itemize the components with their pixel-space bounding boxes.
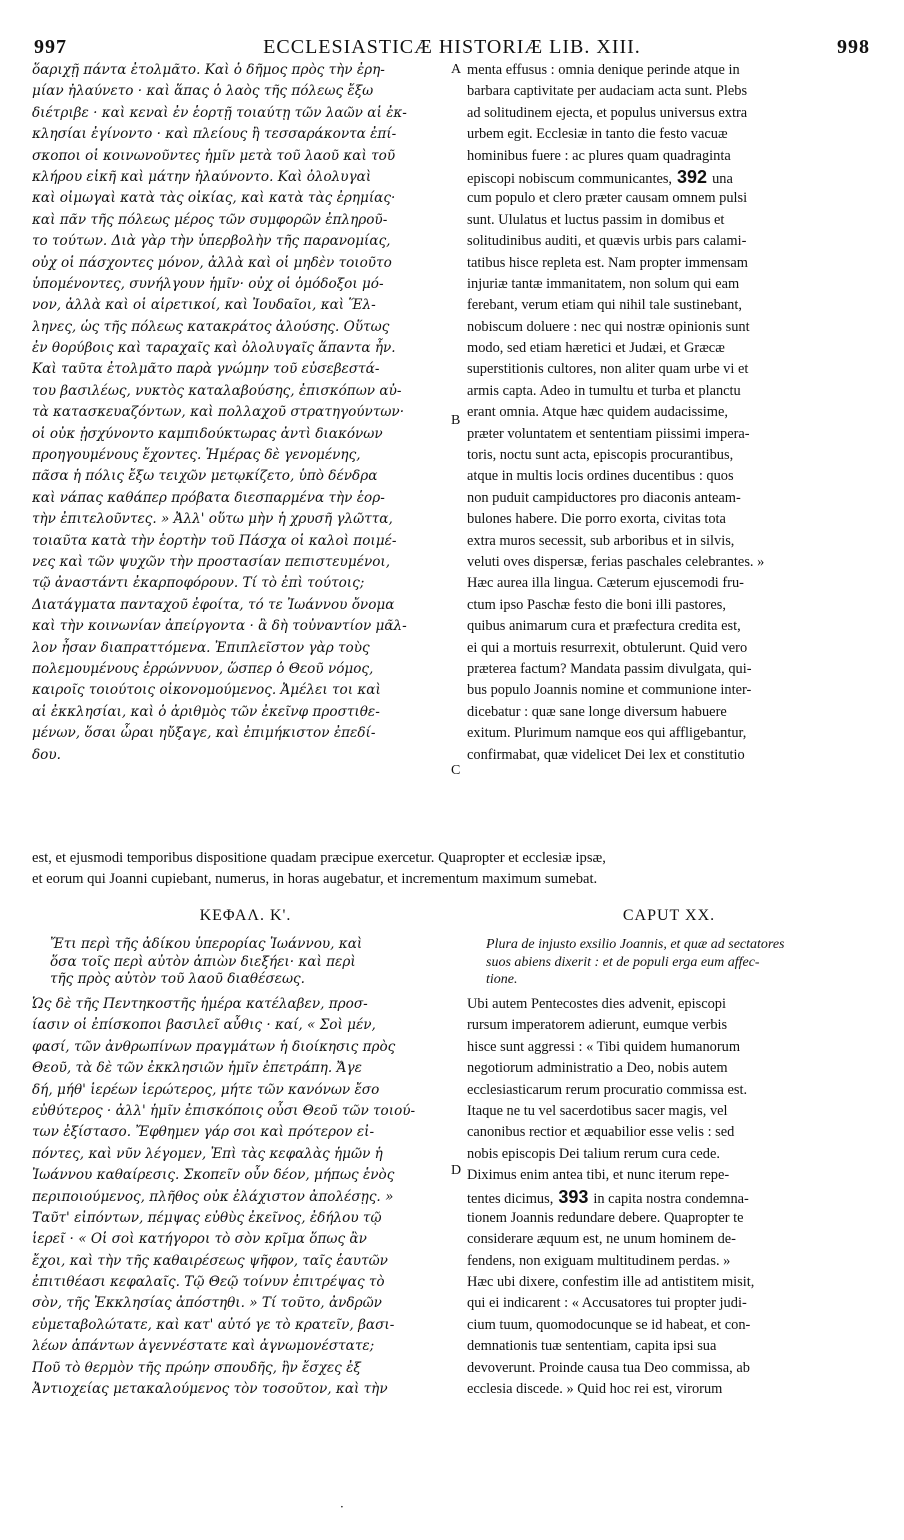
text-line: το τούτων. Διὰ γὰρ τὴν ὑπερβολὴν τῆς παρανομίας,: [32, 233, 391, 250]
text-line: ctum ipso Paschæ festo die boni illi pastores,: [467, 596, 727, 613]
margin-mark-d: D: [451, 1163, 462, 1178]
text-line: νον, ἀλλὰ καὶ οἱ αἱρετικοί, καὶ Ἰουδαῖοι, καὶ Ἕλ-: [32, 297, 376, 314]
latin-column-bottom: [467, 994, 871, 1400]
text-line: νες καὶ τῶν ψυχῶν τὴν προστασίαν πεπιστευμένοι,: [32, 553, 391, 570]
text-line: ferebant, verum etiam qui nihil tale sustinebant,: [467, 297, 742, 314]
text-line: ad solitudinem ejecta, et populus universus extra: [467, 104, 748, 121]
text-line: Hæc ubi dixere, confestim ille ad antistitem misit,: [467, 1274, 755, 1291]
page-number-left: 997: [34, 36, 67, 58]
text-line: Ἰωάννου καθαίρεσις. Σκοπεῖν οὖν δέον, μήπως ἑνὸς: [32, 1167, 395, 1184]
text-line: nobis episcopis Dei talium rerum cura cede.: [467, 1145, 720, 1162]
text-line: ίασιν οἱ ἐπίσκοποι βασιλεῖ αὖθις · καί, « Σοὶ μέν,: [32, 1017, 376, 1034]
text-line: των ἐξίστασο. Ἔφθημεν γάρ σοι καὶ πρότερον εἰ-: [32, 1124, 375, 1141]
summary-line: ὅσα τοῖς περὶ αὐτὸν ἀπιὼν διεξήει· καὶ περὶ: [50, 953, 356, 970]
text-line: demnationis tuæ sententiam, capita ipsi sua: [467, 1338, 717, 1355]
text-line: μίαν ἠλαύνετο · καὶ ἅπας ὁ λαὸς τῆς πόλεως ἔξω: [32, 83, 374, 100]
chapter-summary-latin: [486, 936, 871, 989]
text-line: erant omnia. Atque hæc quidem audacissime,: [467, 404, 728, 421]
text-line: ἱερεῖ · « Οἱ σοὶ κατήγοροι τὸ σὸν κρῖμα ὅπως ἂν: [32, 1231, 367, 1248]
text-line: ληνες, ὡς τῆς πόλεως κατακράτος ἁλούσης. Οὕτως: [32, 318, 390, 335]
text-line: Itaque ne tu vel sacerdotibus sacer magis, vel: [467, 1102, 728, 1119]
text-line: κλήρου εἰκῆ καὶ μάτην ἠλαύνοντο. Καὶ ὀλολυγαὶ: [32, 168, 372, 185]
latin-full-width-text: [32, 848, 872, 891]
text-line: barbara captivitate per audaciam acta sunt. Plebs: [467, 83, 748, 100]
text-line: οὐχ οἱ πάσχοντες μόνον, ἀλλὰ καὶ οἱ μηδὲν τοιοῦτο: [32, 254, 392, 271]
text-line: ecclesia discede. » Quid hoc rei est, virorum: [467, 1381, 723, 1398]
text-line: bulones habere. Die porro exorta, civitas tota: [467, 511, 726, 528]
text-line: veluti oves dispersæ, ferias paschales celebrantes. »: [467, 553, 765, 570]
text-line: Καὶ ταῦτα ἐτολμᾶτο παρὰ γνώμην τοῦ εὐσεβεστά-: [32, 361, 380, 378]
summary-line: Ἔτι περὶ τῆς ἀδίκου ὑπερορίας Ἰωάννου, καὶ: [50, 936, 363, 952]
running-title: ECCLESIASTICÆ HISTORIÆ LIB. XIII.: [263, 36, 641, 58]
text-line: ἐν θορύβοις καὶ ταραχαῖς καὶ ὀλολυγαῖς ἅπαντα ἦν.: [32, 340, 396, 357]
text-line: προηγουμένους ἔχοντες. Ἡμέρας δὲ γενομένης,: [32, 447, 361, 464]
summary-line: suos abiens dixerit : et de populi erga eum affec-: [486, 954, 760, 970]
text-line: τὴν ἐπιτελοῦντες. » Ἀλλ' οὕτω μὴν ἡ χρυσῆ γλῶττα,: [32, 511, 393, 528]
greek-column-bottom: [32, 994, 462, 1400]
text-line: sunt. Ululatus et luctus passim in domibus et: [467, 211, 725, 228]
text-line: cum populo et clero præter causam omnem pulsi: [467, 190, 748, 207]
text-line: tatibus hisce repleta est. Nam propter immensam: [467, 254, 748, 271]
text-line: φασί, τῶν ἀνθρωπίνων πραγμάτων ἡ διοίκησις πρὸς: [32, 1038, 396, 1055]
text-line: nobiscum doluere : nec qui nostræ opinionis sunt: [467, 318, 750, 335]
text-line: σὸν, τῆς Ἐκκλησίας ἀπόστηθι. » Τί τοῦτο, ἀνδρῶν: [32, 1295, 382, 1312]
margin-mark-a: A: [451, 62, 462, 77]
text-line: αἱ ἐκκλησίαι, καὶ ὁ ἀριθμὸς τῶν ἐκεῖνφ προστιθε-: [32, 703, 380, 720]
text-line: quibus animarum cura et præfectura credita est,: [467, 618, 741, 635]
text-line: Diximus enim antea tibi, et nunc iterum repe-: [467, 1167, 730, 1184]
text-line: hisce sunt aggressi : « Tibi quidem humanorum: [467, 1038, 741, 1055]
text-line: qui ei indicarent : « Accusatores tui propter judi-: [467, 1295, 747, 1312]
summary-line: τῆς πρὸς αὐτὸν τοῦ λαοῦ διαθέσεως.: [50, 971, 305, 987]
text-line: πόντες, καὶ νῦν λέγομεν, Ἐπὶ τὰς κεφαλὰς ἡμῶν ἡ: [32, 1145, 383, 1162]
text-line: Ἀντιοχείας μετακαλούμενος τὸν τοσοῦτον, καὶ τὴν: [32, 1381, 388, 1398]
text-line: injuriæ tantæ immanitatem, non solum qui eam: [467, 275, 740, 292]
page-number-right: 998: [837, 36, 870, 58]
chapter-summary-greek: [50, 936, 450, 989]
text-line: præterea factum? Mandata passim divulgata, qui-: [467, 660, 752, 677]
text-line: εὐμεταβολώτατε, καὶ κατ' αὐτό γε τὸ κρατεῖν, βασι-: [32, 1316, 395, 1333]
text-line: dicebatur : quæ sane longe diversum habuere: [467, 703, 727, 720]
text-line: διέτριβε · καὶ κεναὶ ἐν ἑορτῇ τοιαύτῃ τῶν λαῶν αἱ ἐκ-: [32, 104, 407, 121]
greek-column-top: [32, 60, 462, 766]
text-line: fendens, non exiguam multitudinem perdas. »: [467, 1252, 731, 1269]
text-line: οἱ οὐκ ᾐσχύνοντο καμπιδούκτωρας ἀντὶ διακόνων: [32, 425, 383, 442]
text-line: δή, μήθ' ἱερέων ἱερώτερος, μήτε τῶν κανόνων ἔσο: [32, 1081, 380, 1098]
text-line: ἐπιτιθέασι κεφαλαῖς. Τῷ Θεῷ τοίνυν ἐπιτρέψας τὸ: [32, 1274, 385, 1291]
text-line: canonibus rectior et æquabilior esse velis : sed: [467, 1124, 735, 1141]
text-line: tionem Joannis redundare debere. Quapropter te: [467, 1209, 744, 1226]
text-line: ὅαριχῇ πάντα ἐτολμᾶτο. Καὶ ὁ δῆμος πρὸς τὴν ἐρη-: [32, 62, 385, 78]
text-line: devoverunt. Proinde causa tua Deo commissa, ab: [467, 1359, 750, 1376]
text-line: δου.: [32, 746, 61, 763]
text-line: atque in multis locis ordines ducentibus : quos: [467, 468, 734, 485]
text-line: præter voluntatem et sententiam piissimi impera-: [467, 425, 750, 442]
text-line: cium tuum, quomodocunque se id habeat, et con-: [467, 1316, 751, 1333]
text-line: est, et ejusmodi temporibus dispositione quadam præcipue exercetur. Quapropter et ecclesiæ ipsæ,: [32, 850, 606, 866]
text-line: bus populo Joannis nomine et communione inter-: [467, 682, 752, 699]
text-line: καὶ τὴν κοινωνίαν ἀπείργοντα · ἃ δὴ τοὐναντίον μᾶλ-: [32, 618, 407, 635]
text-line: εὐθύτερος · ἀλλ' ἡμῖν ἐπισκόποις οὖσι Θεοῦ τῶν τοιού-: [32, 1102, 416, 1119]
page-header: [34, 36, 870, 62]
text-line: καὶ πᾶν τῆς πόλεως μέρος τῶν συμφορῶν ἐπληροῦ-: [32, 211, 388, 228]
edition-page-number: 392: [672, 166, 713, 187]
text-line: modo, sed etiam hæretici et Judæi, et Græcæ: [467, 340, 725, 357]
summary-line: tione.: [486, 972, 518, 987]
text-line: σκοποι οἱ κοινωνοῦντες ἡμῖν μετὰ τοῦ λαοῦ καὶ τοῦ: [32, 147, 396, 164]
text-line: armis capta. Adeo in tumultu et turba et planctu: [467, 382, 741, 399]
text-line: τῷ ἀναστάντι ἐκαρποφόρουν. Τί τὸ ἐπὶ τούτοις;: [32, 575, 365, 592]
text-line: Ὡς δὲ τῆς Πεντηκοστῆς ἡμέρα κατέλαβεν, προσ-: [32, 996, 368, 1012]
latin-column-top: [467, 60, 871, 766]
text-line: menta effusus : omnia denique perinde atque in: [467, 62, 740, 78]
text-line: καιροῖς τοιούτοις οἰκονομούμενος. Ἀμέλει τοι καὶ: [32, 682, 381, 699]
text-line: πᾶσα ἡ πόλις ἔξω τειχῶν μετῳκίζετο, ὑπὸ δένδρα: [32, 468, 378, 485]
text-line: ἔχοι, καὶ τὴν τῆς καθαιρέσεως ψῆφον, ταῖς ἑαυτῶν: [32, 1252, 388, 1269]
chapter-heading-greek: ΚΕΦΑΛ. Κ'.: [199, 907, 292, 924]
text-line: et eorum qui Joanni cupiebant, numerus, in horas augebatur, et incrementum maximum sumebat.: [32, 871, 598, 888]
text-line: ὑπομένοντες, συνήλγουν ἡμῖν· οὐχ οἱ ὁμόδοξοι μό-: [32, 275, 384, 292]
text-line: tentes dicimus, 393 in capita nostra condemna-: [467, 1186, 749, 1207]
text-line: considerare æquum est, ne unum hominem de-: [467, 1231, 736, 1248]
text-continuation: una: [712, 170, 733, 187]
chapter-heading-latin: CAPUT XX.: [622, 907, 716, 924]
text-line: λον ἦσαν διαπραττόμενα. Ἐπιπλεῖστον γὰρ τοὺς: [32, 639, 370, 656]
text-line: ecclesiasticarum rerum procuratio commissa est.: [467, 1081, 748, 1098]
text-line: rursum imperatorem adierunt, eumque verbis: [467, 1017, 728, 1034]
text-line: περιποιούμενος, πλῆθος οὐκ ἐλάχιστον ἀπολέσῃς. »: [32, 1188, 394, 1205]
text-line: λέων ἁπάντων ἀγεννέστατε καὶ ἀγνωμονέστατε;: [32, 1338, 375, 1355]
text-line: Θεοῦ, τὰ δὲ τῶν ἐκκλησιῶν ἡμῖν ἐπετράπη. Ἄγε: [32, 1060, 362, 1077]
text-line: non puduit campiductores pro diaconis anteam-: [467, 489, 741, 506]
text-line: ei qui a mortuis resurrexit, obtulerunt. Quid vero: [467, 639, 748, 656]
margin-mark-b: B: [451, 413, 461, 428]
text-line: exitum. Plurimum namque eos qui affligebantur,: [467, 725, 747, 742]
text-line: μένων, ὅσαι ὧραι ηὔξαγε, καὶ ἐπιμήκιστον ἐπεδί-: [32, 725, 376, 742]
text-line: Ποῦ τὸ θερμὸν τῆς πρώην σπουδῆς, ἣν ἔσχες ἐξ: [32, 1359, 361, 1376]
text-line: καὶ νάπας καθάπερ πρόβατα διεσπαρμένα τὴν ἑορ-: [32, 489, 385, 506]
text-line: episcopi nobiscum communicantes, 392 una: [467, 166, 733, 187]
text-line: solitudinibus auditi, et quævis urbis pars calami-: [467, 233, 747, 250]
text-line: Ubi autem Pentecostes dies advenit, episcopi: [467, 996, 726, 1012]
text-line: negotiorum administratio a Deo, nobis autem: [467, 1060, 728, 1077]
footer-mark: ·: [340, 1500, 344, 1514]
text-line: urbem egit. Ecclesiæ in tanto die festo vacuæ: [467, 126, 728, 143]
text-line: extra muros secessit, sub arboribus et in silvis,: [467, 532, 735, 549]
text-line: hominibus fuere : ac plures quam quadraginta: [467, 147, 731, 164]
text-line: superstitionis cultores, non aliter quam urbe vi et: [467, 361, 749, 378]
text-line: κλησίαι ἐγίνοντο · καὶ πλείους ἢ τεσσαράκοντα ἐπί-: [32, 126, 397, 143]
text-line: Hæc aurea illa lingua. Cæterum ejuscemodi fru-: [467, 575, 744, 592]
text-line: toris, noctu sunt acta, episcopis procurantibus,: [467, 447, 734, 464]
margin-mark-c: C: [451, 763, 461, 778]
text-continuation: in capita nostra condemna-: [593, 1190, 749, 1207]
edition-page-number: 393: [553, 1186, 594, 1207]
summary-line: Plura de injusto exsilio Joannis, et quæ ad sectatores: [486, 937, 785, 952]
text-line: confirmabat, quæ videlicet Dei lex et constitutio: [467, 746, 745, 763]
text-line: του βασιλέως, νυκτὸς καταλαβούσης, ἐπισκόπων αὐ-: [32, 382, 402, 399]
text-line: Διατάγματα πανταχοῦ ἐφοίτα, τό τε Ἰωάννου ὄνομα: [32, 596, 395, 613]
text-line: Ταῦτ' εἰπόντων, πέμψας εὐθὺς ἐκεῖνος, ἐδήλου τῷ: [32, 1209, 382, 1226]
text-line: πολεμουμένους ἐρρώννυον, ὥσπερ ὁ Θεοῦ νόμος,: [32, 660, 374, 677]
text-line: τὰ κατασκευαζόντων, καὶ πολλαχοῦ στρατηγούντων·: [32, 404, 405, 421]
text-line: τοιαῦτα κατὰ τὴν ἑορτὴν τοῦ Πάσχα οἱ καλοὶ ποιμέ-: [32, 532, 397, 549]
text-line: καὶ οἰμωγαὶ κατὰ τὰς οἰκίας, καὶ κατὰ τὰς ἐρημίας·: [32, 190, 396, 207]
